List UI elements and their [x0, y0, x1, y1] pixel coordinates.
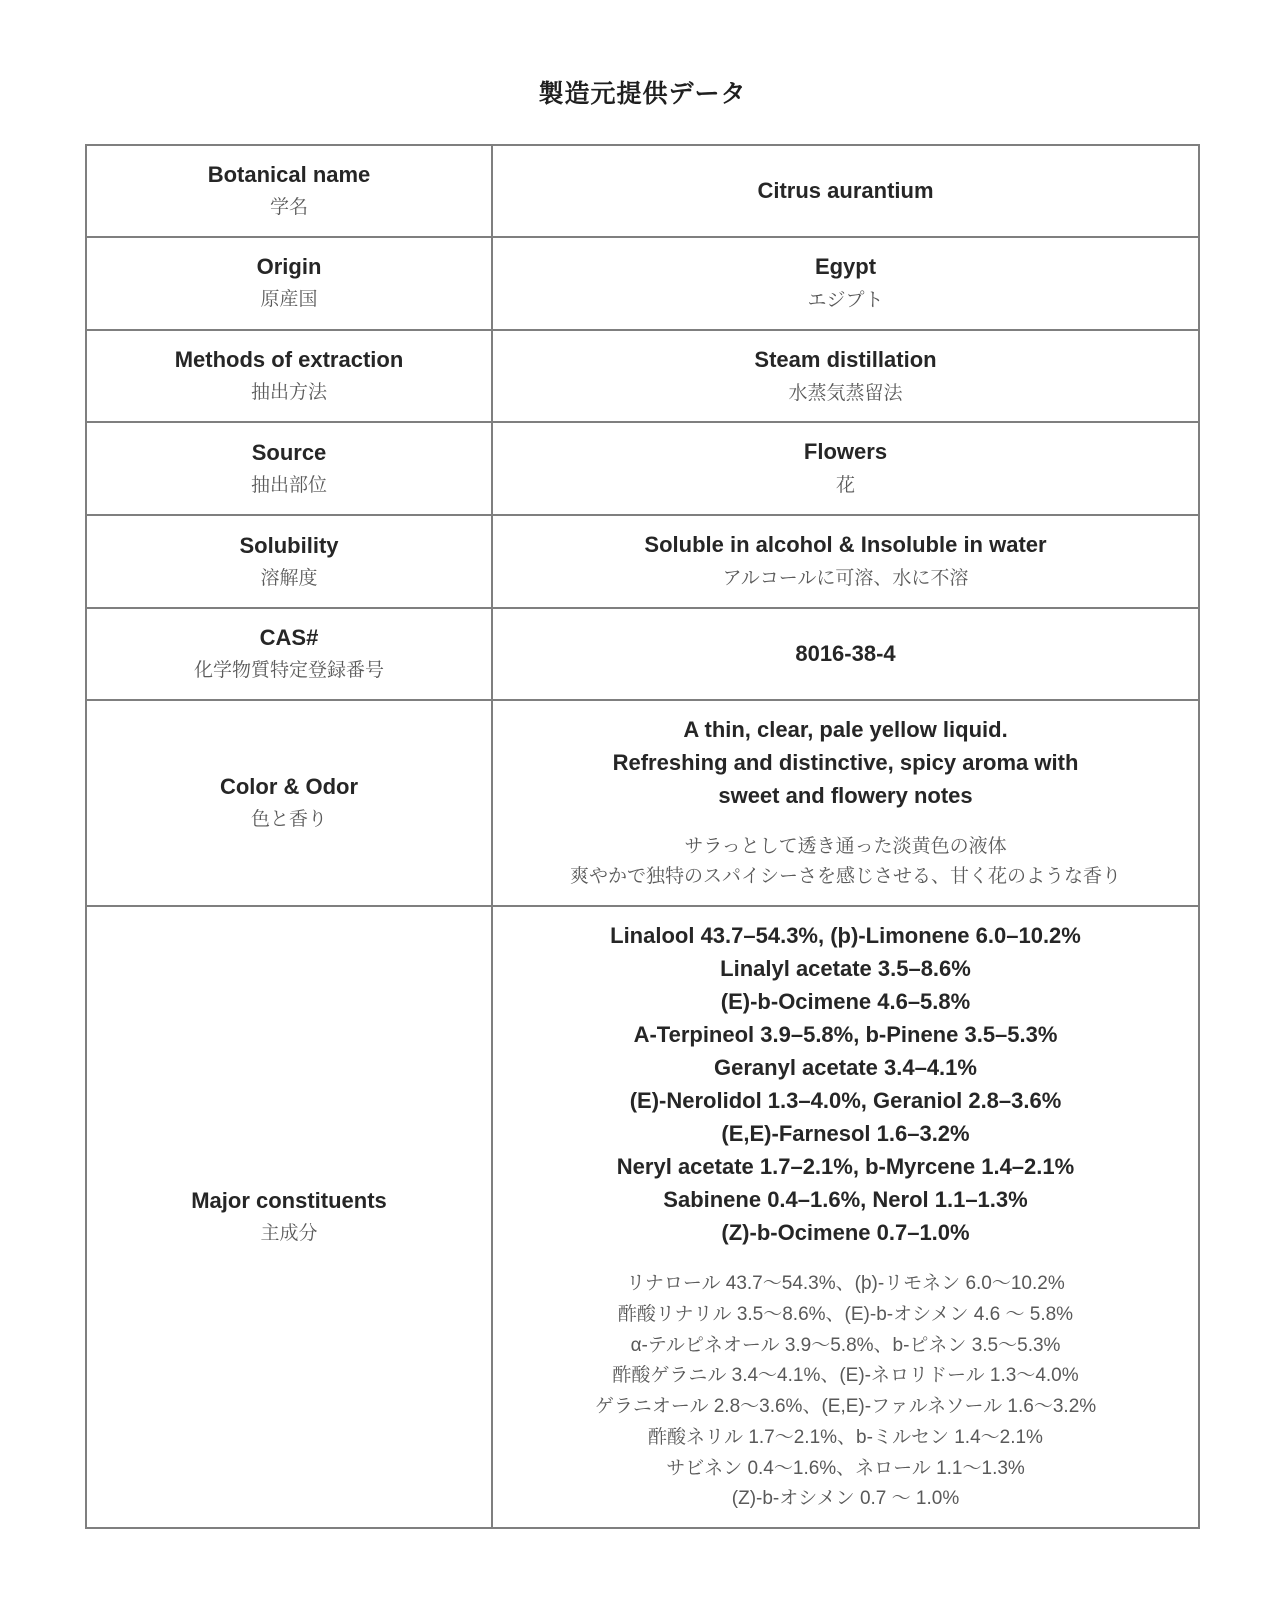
- value-en-line: Flowers: [803, 439, 888, 465]
- row-header-cell: [86, 330, 492, 423]
- row-label-ja: 溶解度: [260, 567, 318, 589]
- value-ja-block: [507, 379, 1184, 410]
- row-value-cell: [492, 906, 1199, 1528]
- value-ja-line: エジプト: [807, 289, 884, 311]
- row-label-en: Source: [251, 439, 327, 465]
- row-value-cell: [492, 700, 1199, 907]
- spec-table: [85, 144, 1200, 1529]
- value-en-line: Citrus aurantium: [757, 178, 934, 204]
- value-ja-line: アルコールに可溶、水に不溶: [722, 568, 969, 590]
- value-ja-line: 水蒸気蒸留法: [788, 382, 903, 404]
- row-label-ja: 抽出部位: [250, 474, 327, 496]
- row-label-en: Methods of extraction: [174, 347, 404, 373]
- row-value-cell: [492, 330, 1199, 423]
- value-en-line: Sabinene 0.4–1.6%, Nerol 1.1–1.3%: [663, 1187, 1028, 1213]
- table-row: [86, 608, 1199, 700]
- value-en-line: (E)-Nerolidol 1.3–4.0%, Geraniol 2.8–3.6%: [629, 1088, 1062, 1114]
- value-ja-line: (Z)-b-オシメン 0.7 〜 1.0%: [731, 1488, 960, 1510]
- value-en-line: Geranyl acetate 3.4–4.1%: [714, 1055, 977, 1081]
- row-label-en: Color & Odor: [219, 773, 359, 799]
- value-ja-line: ゲラニオール 2.8〜3.6%、(E,E)-ファルネソール 1.6〜3.2%: [594, 1396, 1097, 1418]
- value-ja-line: 酢酸ネリル 1.7〜2.1%、b-ミルセン 1.4〜2.1%: [648, 1426, 1043, 1448]
- value-ja-line: サビネン 0.4〜1.6%、ネロール 1.1〜1.3%: [666, 1457, 1025, 1479]
- value-en-line: (Z)-b-Ocimene 0.7–1.0%: [721, 1220, 970, 1246]
- value-ja-line: 花: [835, 475, 855, 497]
- row-label-en: CAS#: [259, 624, 319, 650]
- page-title: 製造元提供データ: [538, 80, 747, 108]
- value-ja-line: サラっとして透き通った淡黄色の液体: [684, 835, 1007, 857]
- row-label-en: Origin: [256, 254, 322, 280]
- value-en-line: A thin, clear, pale yellow liquid.: [683, 716, 1008, 742]
- row-label-ja: 主成分: [260, 1223, 318, 1245]
- value-en-block: [507, 713, 1184, 812]
- value-en-line: Neryl acetate 1.7–2.1%, b-Myrcene 1.4–2.1%: [616, 1154, 1075, 1180]
- value-ja-line: 爽やかで独特のスパイシーさを感じさせる、甘く花のような香り: [569, 866, 1121, 888]
- value-en-line: (E,E)-Farnesol 1.6–3.2%: [721, 1121, 970, 1147]
- table-row: [86, 330, 1199, 423]
- value-en-line: Egypt: [814, 253, 877, 279]
- table-row: [86, 422, 1199, 515]
- row-header-cell: [86, 145, 492, 237]
- value-en-block: [507, 435, 1184, 468]
- table-row: [86, 906, 1199, 1528]
- value-en-line: Linalyl acetate 3.5–8.6%: [720, 956, 971, 982]
- value-ja-block: [507, 1269, 1184, 1515]
- row-label-en: Solubility: [239, 532, 339, 558]
- row-value-cell: [492, 515, 1199, 608]
- value-en-line: (E)-b-Ocimene 4.6–5.8%: [720, 989, 971, 1015]
- row-header-cell: [86, 700, 492, 907]
- row-header-cell: [86, 906, 492, 1528]
- row-header-cell: [86, 515, 492, 608]
- table-row: [86, 237, 1199, 330]
- row-value-cell: [492, 237, 1199, 330]
- row-label-en: Botanical name: [207, 162, 371, 187]
- value-en-block: [507, 528, 1184, 561]
- row-header-cell: [86, 422, 492, 515]
- value-en-block: [507, 250, 1184, 283]
- value-en-block: [507, 637, 1184, 670]
- row-label-ja: 抽出方法: [250, 382, 327, 404]
- value-en-line: 8016-38-4: [795, 641, 896, 667]
- value-en-line: sweet and flowery notes: [718, 782, 973, 808]
- row-header-cell: [86, 237, 492, 330]
- value-en-block: [507, 174, 1184, 207]
- spec-table-body: [86, 145, 1199, 1528]
- row-label-ja: 原産国: [260, 289, 318, 311]
- row-value-cell: [492, 145, 1199, 237]
- row-label-ja: 色と香り: [250, 808, 327, 830]
- row-value-cell: [492, 422, 1199, 515]
- value-ja-line: 酢酸ゲラニル 3.4〜4.1%、(E)-ネロリドール 1.3〜4.0%: [612, 1365, 1079, 1387]
- row-label-en: Major constituents: [191, 1188, 387, 1214]
- value-ja-line: 酢酸リナリル 3.5〜8.6%、(E)-b-オシメン 4.6 〜 5.8%: [617, 1303, 1074, 1325]
- row-value-cell: [492, 608, 1199, 700]
- row-header-cell: [86, 608, 492, 700]
- value-ja-block: [507, 286, 1184, 317]
- table-row: [86, 145, 1199, 237]
- table-row: [86, 515, 1199, 608]
- value-ja-line: リナロール 43.7〜54.3%、(þ)-リモネン 6.0〜10.2%: [626, 1273, 1065, 1295]
- value-en-line: Linalool 43.7–54.3%, (þ)-Limonene 6.0–10.2%: [610, 923, 1081, 949]
- table-row: [86, 700, 1199, 907]
- value-ja-block: [507, 832, 1184, 894]
- value-en-line: Soluble in alcohol & Insoluble in water: [644, 532, 1047, 558]
- value-ja-line: α-テルピネオール 3.9〜5.8%、b-ピネン 3.5〜5.3%: [630, 1334, 1061, 1356]
- value-en-line: Refreshing and distinctive, spicy aroma with: [612, 749, 1079, 775]
- value-ja-block: [507, 564, 1184, 595]
- value-en-line: Steam distillation: [754, 346, 937, 372]
- value-ja-block: [507, 471, 1184, 502]
- value-en-block: [507, 343, 1184, 376]
- value-en-line: A-Terpineol 3.9–5.8%, b-Pinene 3.5–5.3%: [633, 1022, 1058, 1048]
- row-label-ja: 化学物質特定登録番号: [193, 659, 384, 681]
- value-en-block: [507, 919, 1184, 1249]
- row-label-ja: 学名: [269, 197, 308, 218]
